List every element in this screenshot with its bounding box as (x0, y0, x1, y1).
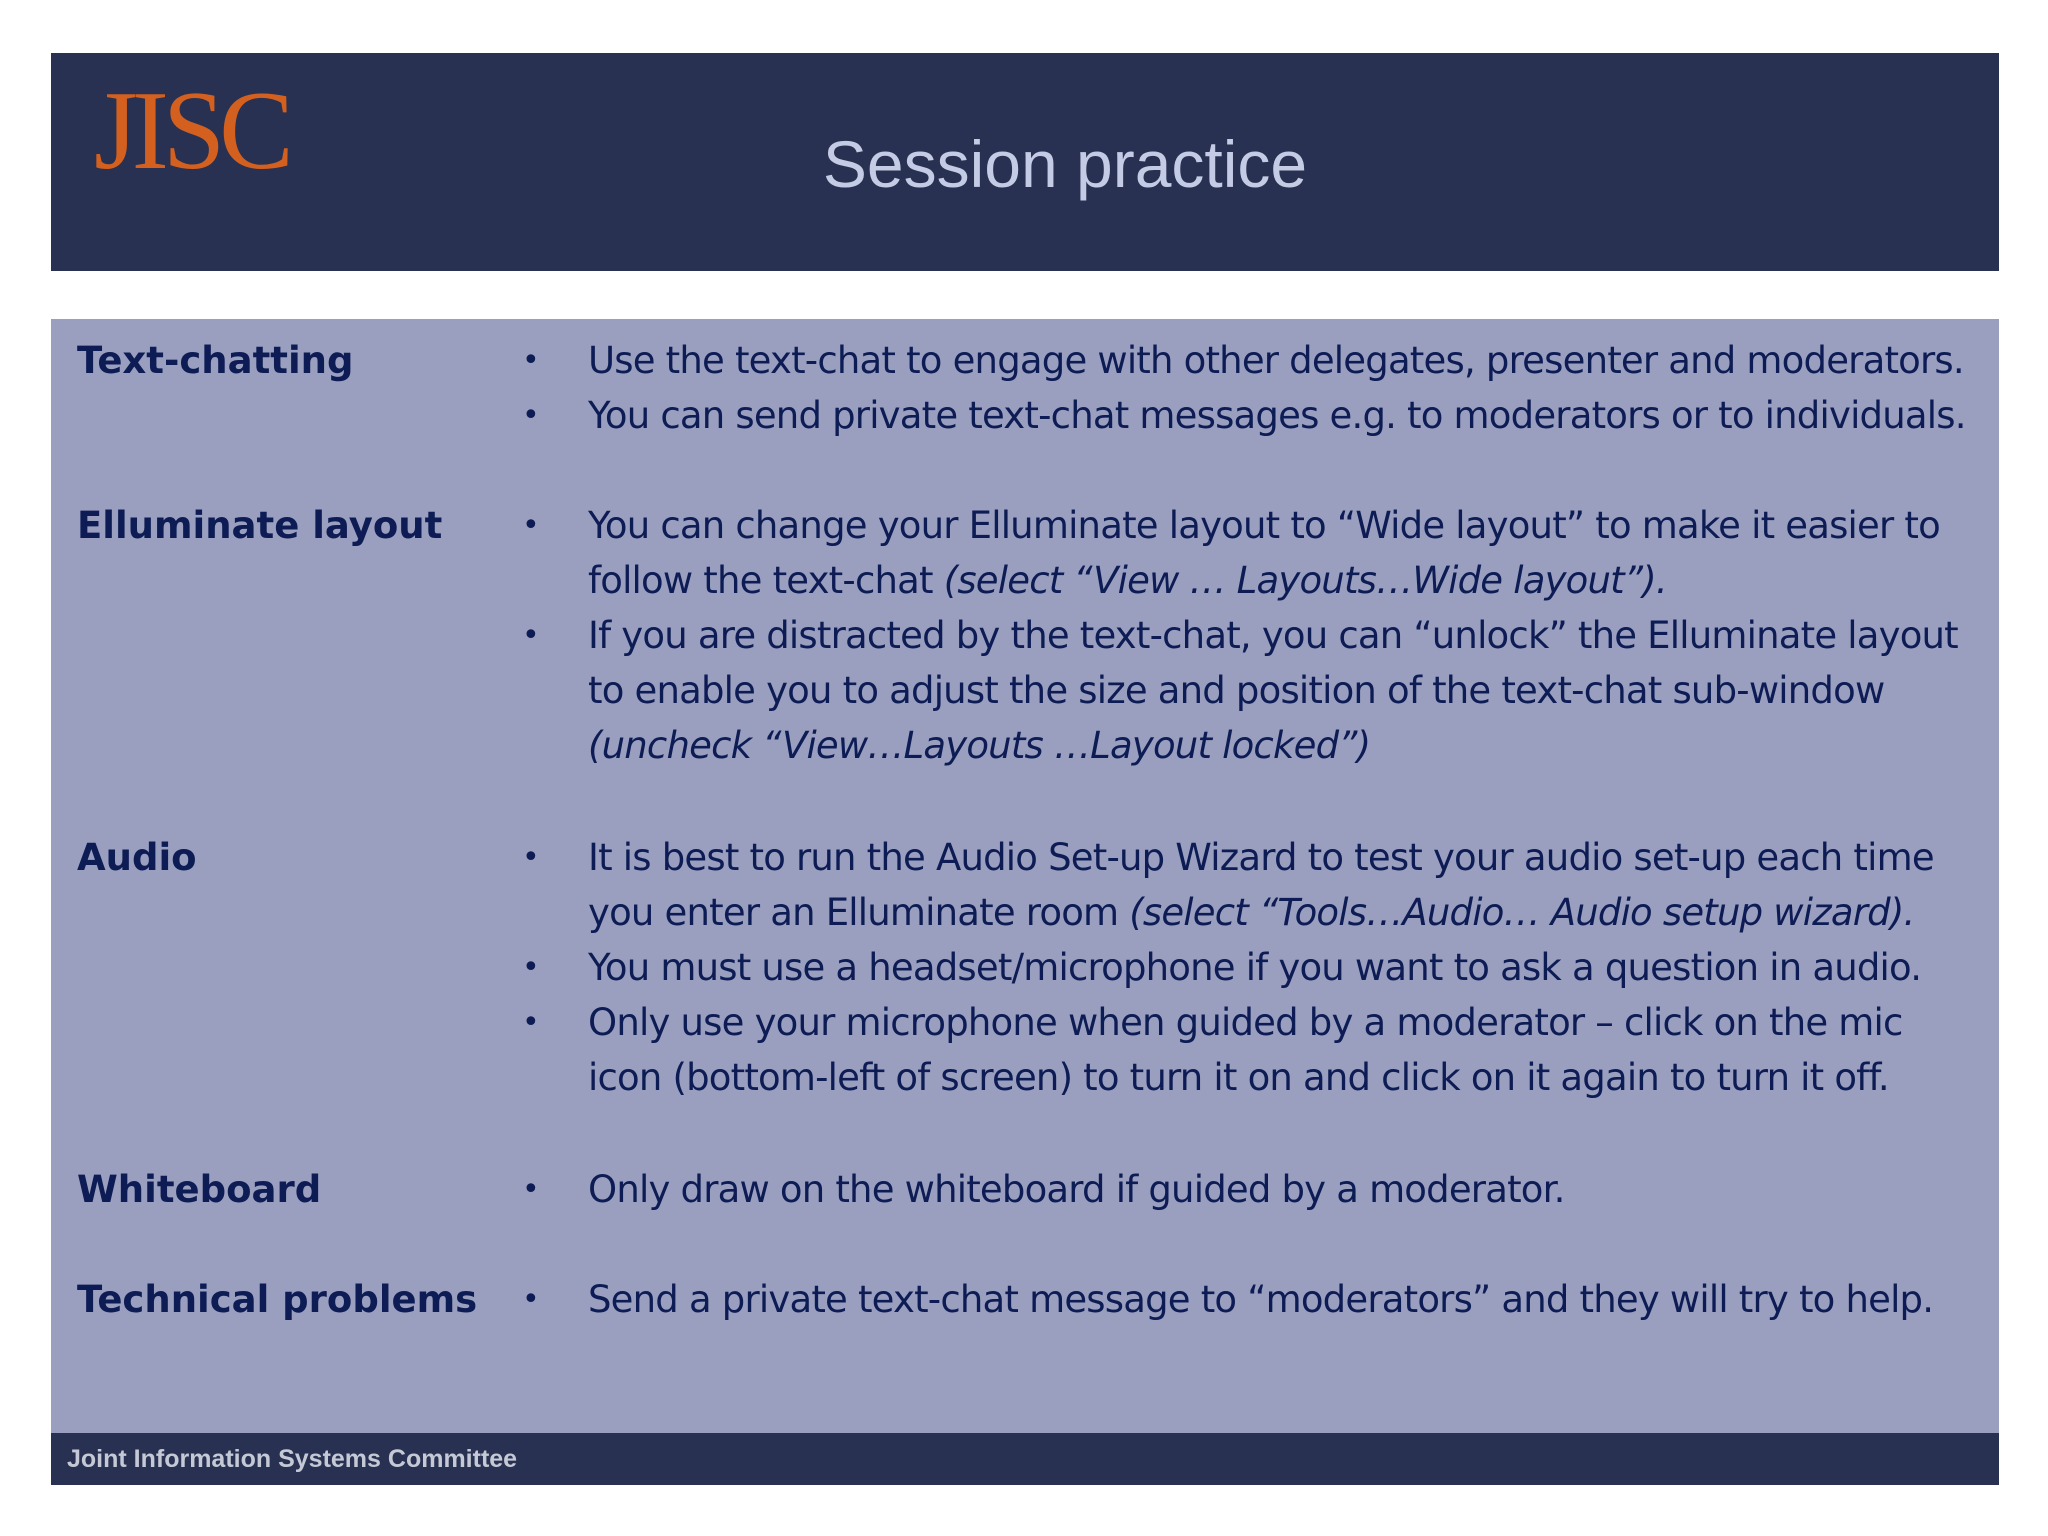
slide-content (51, 319, 1999, 1433)
page-title: Session practice (822, 127, 1308, 201)
item-italic-text: (select “Tools…Audio… Audio setup wizard). (1129, 891, 1915, 934)
bullet-icon: • (522, 1282, 539, 1317)
bullet-list (476, 830, 1986, 1105)
list-item (476, 1162, 1986, 1217)
section-label: Text-chatting (77, 339, 354, 382)
item-text: You can change your Elluminate layout to “Wide layout” to make it easier to follow the text-chat (588, 504, 1940, 602)
list-item (476, 995, 1986, 1105)
bullet-icon: • (522, 950, 539, 985)
bullet-icon: • (522, 1005, 539, 1040)
list-item (476, 608, 1986, 773)
slide-header (51, 53, 1999, 271)
slide-footer (51, 1433, 1999, 1485)
footer-text: Joint Information Systems Committee (67, 1445, 518, 1473)
list-item (476, 830, 1986, 940)
bullet-icon: • (522, 618, 539, 653)
bullet-icon: • (522, 343, 539, 378)
item-text: You must use a headset/microphone if you want to ask a question in audio. (588, 946, 1922, 989)
item-text: If you are distracted by the text-chat, you can “unlock” the Elluminate layout to enable you to adjust the size and position of the text-chat sub-window (588, 614, 1958, 712)
item-italic-text: (select “View … Layouts…Wide layout”). (943, 559, 1667, 602)
list-item (476, 388, 1986, 443)
bullet-list (476, 1162, 1986, 1217)
bullet-list (476, 498, 1986, 773)
bullet-icon: • (522, 1172, 539, 1207)
section-label: Elluminate layout (77, 504, 443, 547)
bullet-list (476, 333, 1986, 443)
bullet-icon: • (522, 840, 539, 875)
section-label: Audio (77, 836, 197, 879)
item-text: Only draw on the whiteboard if guided by a moderator. (588, 1168, 1565, 1211)
bullet-icon: • (522, 508, 539, 543)
item-text: Only use your microphone when guided by a moderator – click on the mic icon (bottom-left of screen) to turn it on and click on it again to turn it off. (588, 1001, 1903, 1099)
section-label: Whiteboard (77, 1168, 322, 1211)
bullet-list (476, 1272, 1986, 1327)
list-item (476, 1272, 1986, 1327)
item-text: Send a private text-chat message to “moderators” and they will try to help. (588, 1278, 1934, 1321)
section-label: Technical problems (77, 1278, 478, 1321)
item-text: Use the text-chat to engage with other delegates, presenter and moderators. (588, 339, 1964, 382)
item-text: It is best to run the Audio Set-up Wizard to test your audio set-up each time you enter an Elluminate room (588, 836, 1934, 934)
list-item (476, 498, 1986, 608)
item-italic-text: (uncheck “View…Layouts …Layout locked”) (588, 724, 1371, 767)
bullet-icon: • (522, 398, 539, 433)
list-item (476, 333, 1986, 388)
item-text: You can send private text-chat messages e.g. to moderators or to individuals. (588, 394, 1966, 437)
jisc-logo: JISC (94, 69, 288, 193)
list-item (476, 940, 1986, 995)
